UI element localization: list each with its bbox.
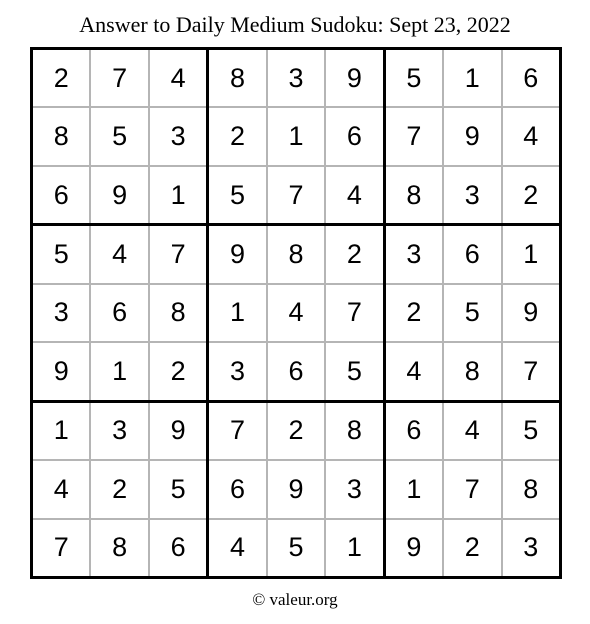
sudoku-cell: 5: [503, 403, 559, 459]
sudoku-cell: 5: [91, 108, 147, 164]
sudoku-cell: 8: [150, 285, 206, 341]
sudoku-cell: 6: [33, 167, 89, 223]
sudoku-cell: 5: [444, 285, 500, 341]
sudoku-cell: 2: [33, 50, 89, 106]
sudoku-cell: 3: [268, 50, 324, 106]
sudoku-box: [386, 226, 559, 399]
sudoku-cell: 4: [326, 167, 382, 223]
sudoku-cell: 6: [326, 108, 382, 164]
sudoku-cell: 6: [268, 343, 324, 399]
sudoku-cell: 9: [209, 226, 265, 282]
sudoku-cell: 5: [209, 167, 265, 223]
sudoku-cell: 6: [209, 461, 265, 517]
sudoku-box: [386, 403, 559, 576]
sudoku-cell: 8: [503, 461, 559, 517]
sudoku-cell: 3: [444, 167, 500, 223]
sudoku-cell: 9: [91, 167, 147, 223]
sudoku-cell: 3: [91, 403, 147, 459]
sudoku-box: [33, 226, 206, 399]
sudoku-cell: 6: [444, 226, 500, 282]
sudoku-cell: 4: [386, 343, 442, 399]
sudoku-cell: 2: [209, 108, 265, 164]
sudoku-cell: 6: [503, 50, 559, 106]
sudoku-cell: 1: [444, 50, 500, 106]
sudoku-cell: 1: [326, 520, 382, 576]
sudoku-cell: 4: [503, 108, 559, 164]
sudoku-cell: 1: [91, 343, 147, 399]
sudoku-cell: 3: [33, 285, 89, 341]
sudoku-cell: 3: [326, 461, 382, 517]
sudoku-cell: 4: [33, 461, 89, 517]
sudoku-cell: 7: [33, 520, 89, 576]
sudoku-cell: 8: [91, 520, 147, 576]
sudoku-cell: 5: [386, 50, 442, 106]
sudoku-cell: 7: [386, 108, 442, 164]
sudoku-cell: 4: [150, 50, 206, 106]
sudoku-cell: 1: [209, 285, 265, 341]
sudoku-cell: 7: [209, 403, 265, 459]
sudoku-cell: 8: [33, 108, 89, 164]
sudoku-cell: 1: [268, 108, 324, 164]
sudoku-cell: 5: [326, 343, 382, 399]
sudoku-cell: 2: [91, 461, 147, 517]
sudoku-box: [386, 50, 559, 223]
sudoku-cell: 7: [503, 343, 559, 399]
sudoku-cell: 4: [209, 520, 265, 576]
sudoku-cell: 3: [150, 108, 206, 164]
sudoku-cell: 9: [444, 108, 500, 164]
sudoku-cell: 8: [386, 167, 442, 223]
sudoku-cell: 8: [268, 226, 324, 282]
sudoku-cell: 2: [503, 167, 559, 223]
sudoku-cell: 8: [326, 403, 382, 459]
sudoku-cell: 5: [150, 461, 206, 517]
sudoku-cell: 4: [91, 226, 147, 282]
sudoku-cell: 9: [150, 403, 206, 459]
sudoku-cell: 3: [386, 226, 442, 282]
sudoku-cell: 5: [33, 226, 89, 282]
sudoku-cell: 2: [326, 226, 382, 282]
sudoku-cell: 4: [268, 285, 324, 341]
sudoku-cell: 7: [326, 285, 382, 341]
sudoku-cell: 8: [209, 50, 265, 106]
sudoku-cell: 7: [91, 50, 147, 106]
sudoku-cell: 9: [268, 461, 324, 517]
sudoku-cell: 3: [209, 343, 265, 399]
sudoku-cell: 2: [150, 343, 206, 399]
sudoku-cell: 7: [150, 226, 206, 282]
sudoku-cell: 6: [386, 403, 442, 459]
sudoku-cell: 1: [150, 167, 206, 223]
sudoku-cell: 2: [386, 285, 442, 341]
sudoku-cell: 5: [268, 520, 324, 576]
page-title: Answer to Daily Medium Sudoku: Sept 23, 2022: [79, 12, 511, 37]
sudoku-cell: 9: [386, 520, 442, 576]
sudoku-cell: 2: [444, 520, 500, 576]
sudoku-cell: 6: [91, 285, 147, 341]
sudoku-cell: 6: [150, 520, 206, 576]
sudoku-board: [30, 47, 562, 579]
sudoku-box: [209, 403, 382, 576]
sudoku-box: [209, 226, 382, 399]
sudoku-cell: 1: [503, 226, 559, 282]
sudoku-cell: 9: [33, 343, 89, 399]
sudoku-cell: 7: [444, 461, 500, 517]
sudoku-cell: 1: [386, 461, 442, 517]
sudoku-cell: 7: [268, 167, 324, 223]
sudoku-cell: 9: [503, 285, 559, 341]
sudoku-cell: 9: [326, 50, 382, 106]
sudoku-cell: 4: [444, 403, 500, 459]
footer-credit: © valeur.org: [252, 590, 338, 609]
sudoku-cell: 2: [268, 403, 324, 459]
sudoku-box: [33, 50, 206, 223]
sudoku-box: [33, 403, 206, 576]
sudoku-cell: 8: [444, 343, 500, 399]
sudoku-box: [209, 50, 382, 223]
sudoku-cell: 1: [33, 403, 89, 459]
sudoku-cell: 3: [503, 520, 559, 576]
